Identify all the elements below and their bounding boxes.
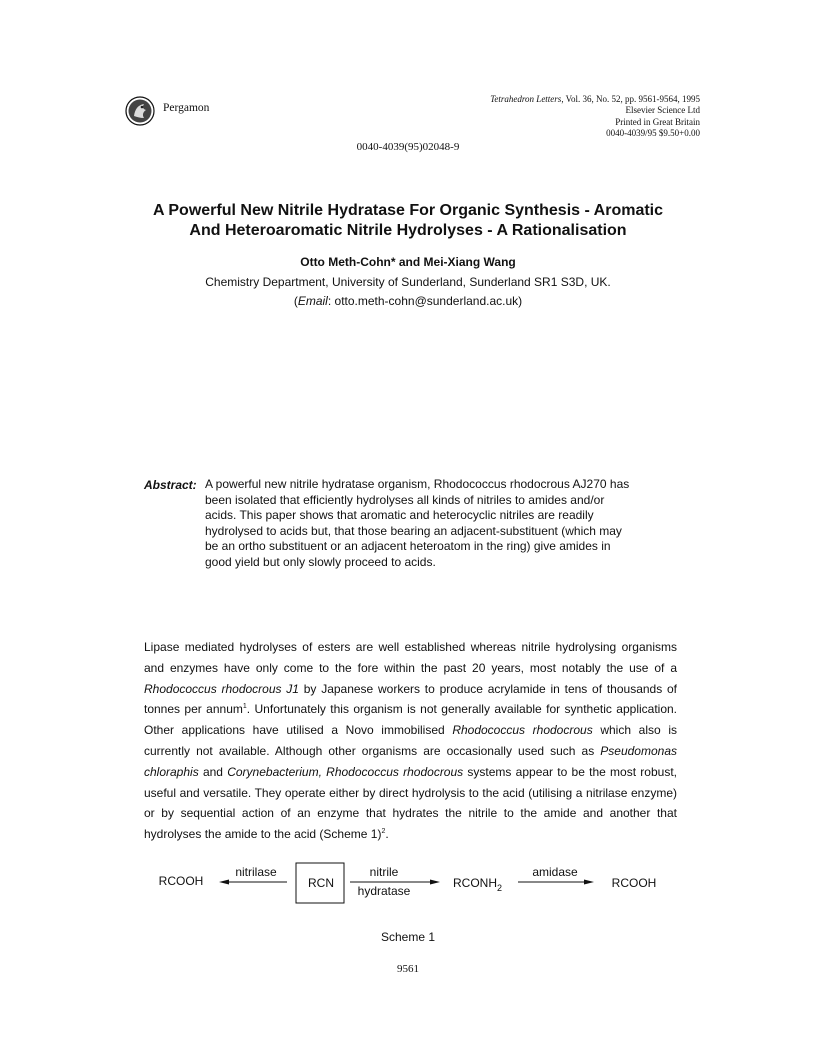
scheme-left-product: RCOOH — [158, 874, 204, 888]
journal-name: Tetrahedron Letters — [490, 94, 562, 104]
scheme-amide-main: RCONH — [453, 876, 497, 890]
scheme-amidase-label: amidase — [532, 865, 578, 879]
body-text-7: . — [385, 827, 389, 842]
author-list: Otto Meth-Cohn* and Mei-Xiang Wang — [300, 255, 516, 269]
page-number: 9561 — [397, 963, 419, 975]
journal-volume-pages: , Vol. 36, No. 52, pp. 9561-9564, 1995 — [561, 94, 700, 104]
organism-name: Rhodococcus rhodocrous J1 — [144, 681, 299, 696]
email-line — [0, 294, 816, 308]
scheme-substrate: RCN — [308, 876, 334, 890]
body-text-4: which also is currently not available. Although other organisms are occasionally used such as — [144, 723, 677, 758]
body-text-2: by Japanese workers to produce acrylamide in tens of thousands of tonnes per annum — [144, 681, 677, 717]
scheme-right-product: RCOOH — [611, 876, 657, 890]
body-text-6: systems appear to be the most robust, useful and versatile. They operate either by direct hydrolysis to the acid (utilising a nitrilase enzyme) or by sequential action of an enzyme that hydrates the nitrile to the amide and another that hydrolyses the amide to the acid (Scheme 1) — [144, 764, 677, 842]
pergamon-logo-icon — [125, 96, 155, 126]
body-text-5: and — [198, 764, 228, 779]
scheme-caption: Scheme 1 — [380, 930, 436, 944]
journal-citation — [490, 94, 700, 105]
scheme-amide-subscript: 2 — [497, 883, 503, 893]
article-title — [130, 201, 686, 241]
organism-name: Rhodococcus rhodocrous — [452, 723, 593, 738]
body-text-3: . Unfortunately this organism is not generally available for synthetic application. Other applications have utilised a Novo immobilised — [144, 702, 677, 738]
email-label: Email — [297, 294, 328, 308]
article-doi: 0040-4039(95)02048-9 — [356, 141, 460, 153]
scheme-nitrilase-label: nitrilase — [235, 865, 277, 879]
email-address: : otto.meth-cohn@sunderland.ac.uk) — [327, 294, 523, 308]
scheme-amide — [453, 876, 502, 893]
scheme-arrowhead-mid — [430, 880, 440, 885]
organism-name: Pseudomonas chloraphis — [144, 743, 677, 779]
copyright-holder: Elsevier Science Ltd — [625, 105, 700, 116]
scheme-hydratase-top-label: nitrile — [369, 865, 399, 879]
abstract-text: A powerful new nitrile hydratase organism, Rhodococcus rhodocrous AJ270 has been isolated that efficiently hydrolyses all kinds of nitriles to amides and/or acids. This paper shows that aromatic and heterocyclic nitriles are readily hydrolysed to acids but, that those bearing an adjacent-substituent (which may be an ortho substituent or an adjacent heteroatom in the ring) give amides in good yield but only slowly proceed to acids. — [205, 477, 630, 569]
printed-location: Printed in Great Britain — [615, 116, 700, 127]
body-text-1: Lipase mediated hydrolyses of esters are well established whereas nitrile hydrolysing organisms and enzymes have only come to the fore within the past 20 years, most notably the use of a — [144, 640, 677, 675]
reaction-scheme — [0, 858, 816, 908]
publisher-name: Pergamon — [163, 102, 210, 114]
scheme-hydratase-bottom-label: hydratase — [357, 884, 411, 898]
scheme-arrowhead-left — [219, 880, 229, 885]
reference-1: 1 — [242, 703, 247, 711]
abstract-label: Abstract: — [144, 478, 197, 492]
scheme-arrowhead-right — [584, 880, 594, 885]
issn-price: 0040-4039/95 $9.50+0.00 — [606, 128, 700, 139]
title-line-1: A Powerful New Nitrile Hydratase For Organic Synthesis - Aromatic — [152, 202, 664, 219]
email-open-paren: ( — [293, 294, 298, 308]
affiliation: Chemistry Department, University of Sunderland, Sunderland SR1 S3D, UK. — [205, 275, 611, 289]
title-line-2: And Heteroaromatic Nitrile Hydrolyses - A Rationalisation — [189, 222, 627, 239]
organism-name: Corynebacterium, Rhodococcus rhodocrous — [227, 764, 464, 779]
reference-2: 2 — [381, 828, 386, 836]
journal-citation-block — [490, 94, 700, 140]
body-paragraph — [144, 637, 677, 845]
